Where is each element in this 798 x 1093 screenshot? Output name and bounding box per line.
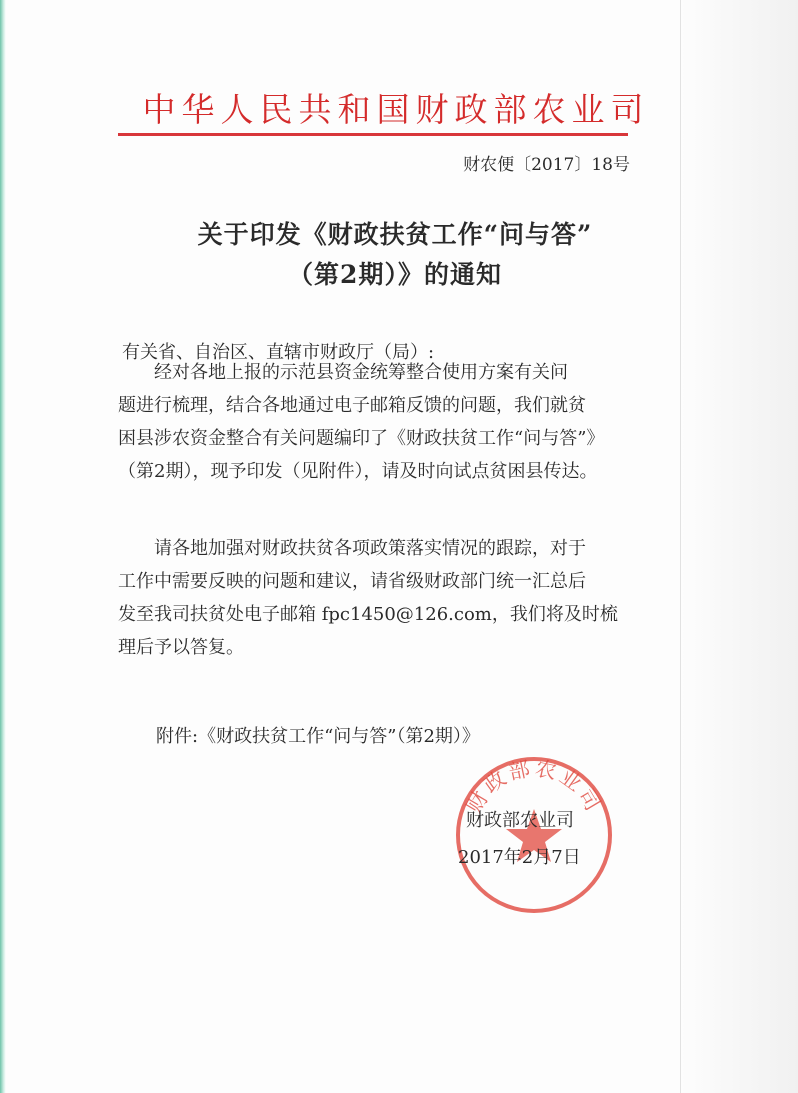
paragraph-line: 困县涉农资金整合有关问题编印了《财政扶贫工作“问与答”》: [118, 428, 605, 449]
seal-text: 财政部农业司: [461, 756, 607, 818]
body-paragraph-1: [118, 356, 638, 488]
red-header-rule: [118, 133, 628, 136]
scan-shadow-right: [680, 0, 798, 1093]
issuing-agency-header: 中华人民共和国财政部农业司: [142, 90, 650, 129]
document-title: [110, 215, 680, 295]
official-seal-stamp: [452, 753, 616, 917]
paragraph-line: 发至我司扶贫处电子邮箱 fpc1450@126.com，我们将及时梳: [118, 604, 618, 625]
paragraph-line: 题进行梳理，结合各地通过电子邮箱反馈的问题，我们就贫: [118, 395, 586, 416]
scan-edge-left: [0, 0, 6, 1093]
body-paragraph-2: [118, 532, 638, 664]
paragraph-line: 理后予以答复。: [118, 637, 244, 658]
signature-org: 财政部农业司: [466, 810, 574, 831]
paragraph-line: 请各地加强对财政扶贫各项政策落实情况的跟踪，对于: [154, 538, 586, 559]
document-number: 财农便〔2017〕18号: [463, 155, 630, 175]
title-line-2: （第2期）》的通知: [288, 260, 502, 289]
paragraph-line: 经对各地上报的示范县资金统筹整合使用方案有关问: [154, 362, 568, 383]
title-line-1: 关于印发《财政扶贫工作“问与答”: [197, 220, 593, 249]
paragraph-line: 工作中需要反映的问题和建议，请省级财政部门统一汇总后: [118, 571, 586, 592]
paragraph-line: （第2期），现予印发（见附件），请及时向试点贫困县传达。: [118, 461, 598, 482]
signature-date: 2017年2月7日: [458, 847, 581, 868]
attachment-note: 附件:《财政扶贫工作“问与答”（第2期）》: [156, 726, 480, 747]
page-fold-line: [680, 0, 681, 1093]
salutation: 有关省、自治区、直辖市财政厅（局）:: [122, 342, 435, 363]
